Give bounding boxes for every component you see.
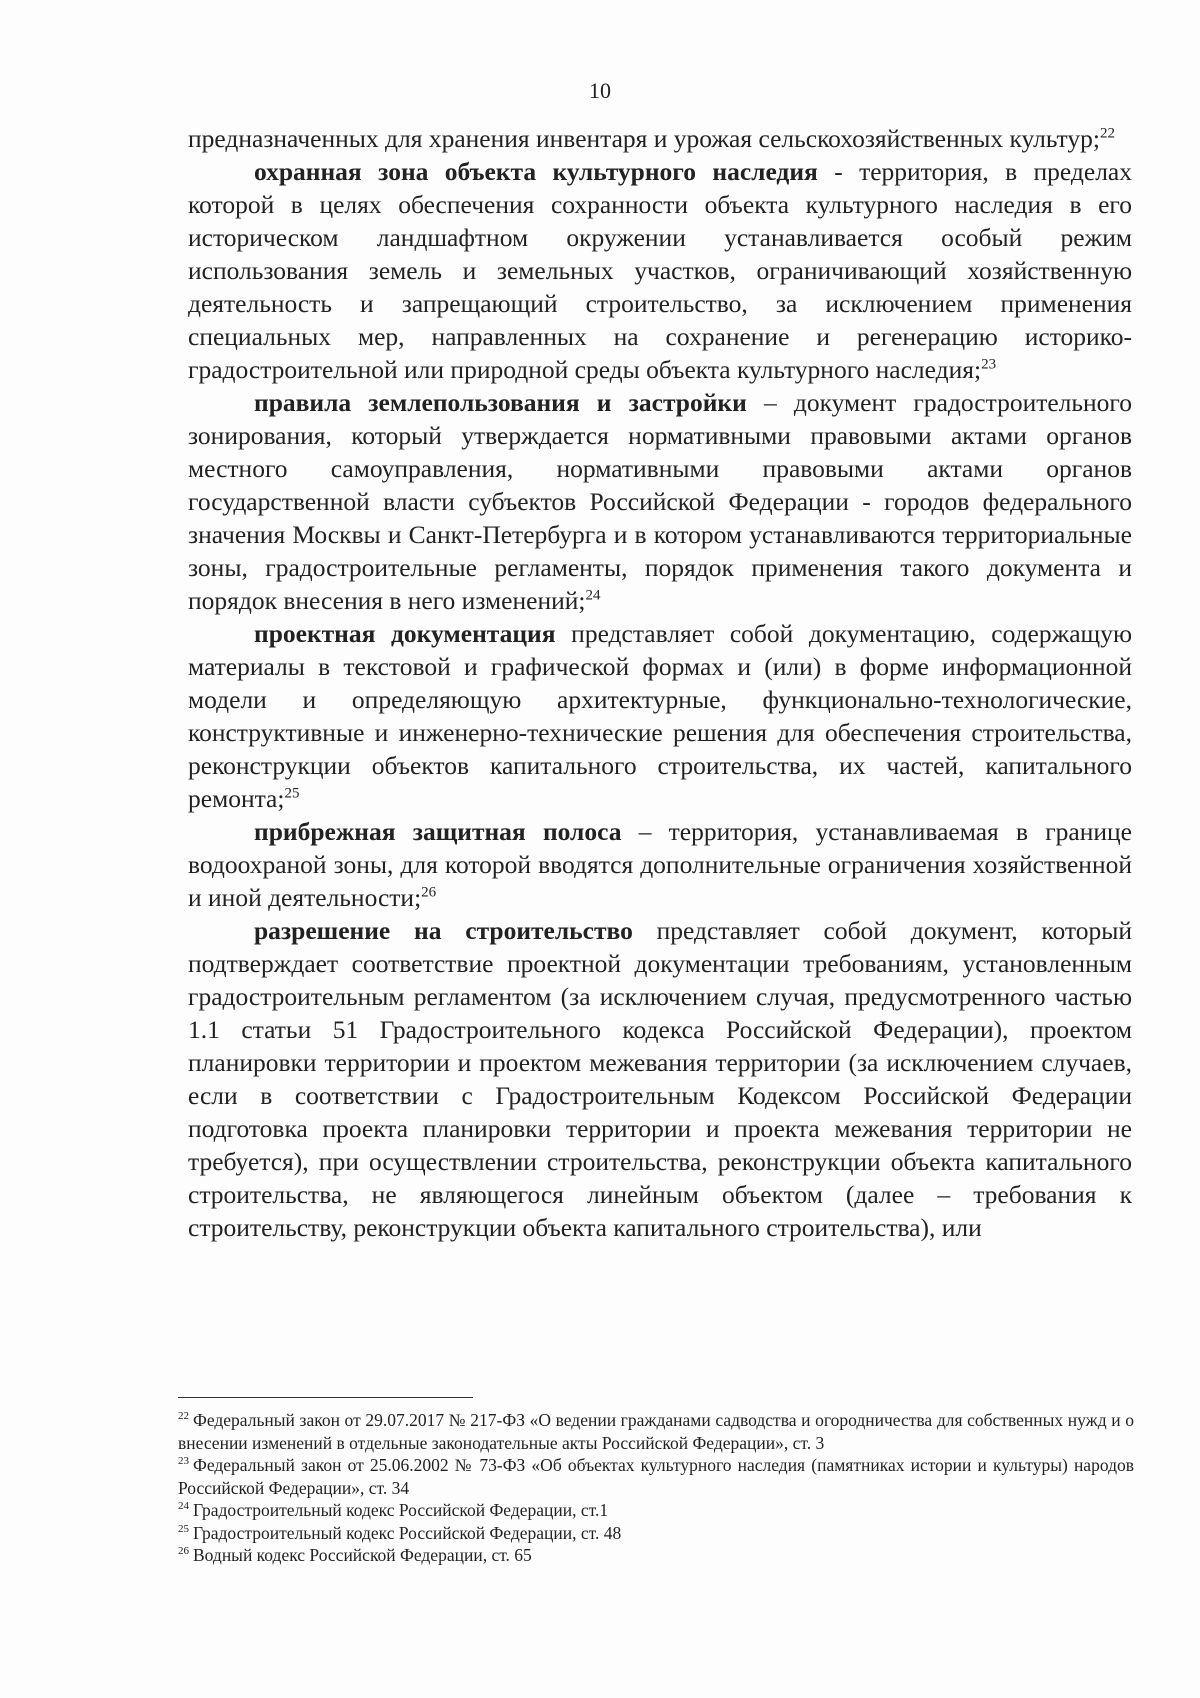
definition-term: охранная зона объекта культурного наследия: [254, 157, 818, 186]
definition-paragraph: [188, 155, 1132, 386]
definition-text: – документ градостроительного зонирования, который утверждается нормативными правовыми актами органов местного самоуправления, нормативными правовыми актами органов государственной власти субъектов Российской Федерации - городов федерального значения Москвы и Санкт-Петербурга и в котором устанавливаются территориальные зоны, градостроительные регламенты, порядок применения такого документа и порядок внесения в него изменений;: [188, 388, 1132, 615]
body-text: [188, 122, 1132, 1244]
continuation-paragraph: [188, 122, 1132, 155]
footnote: [178, 1409, 1134, 1454]
footnote-separator: [178, 1397, 473, 1398]
footnote-number: 25: [178, 1522, 189, 1535]
footnote-number: 26: [178, 1545, 189, 1558]
footnote-text: Федеральный закон от 25.06.2002 № 73-ФЗ «Об объектах культурного наследия (памятниках истории и культуры) народов Российской Федерации», ст. 34: [178, 1455, 1134, 1498]
definition-term: прибрежная защитная полоса: [254, 817, 622, 846]
paragraph-text: предназначенных для хранения инвентаря и урожая сельскохозяйственных культур;: [188, 124, 1100, 153]
footnote: [178, 1544, 1134, 1567]
footnote-text: Градостроительный кодекс Российской Федерации, ст.1: [193, 1500, 609, 1520]
footnote-text: Федеральный закон от 29.07.2017 № 217-ФЗ «О ведении гражданами садводства и огородничества для собственных нужд и о внесении изменений в отдельные законодательные акты Российской Федерации», ст. 3: [178, 1410, 1134, 1453]
footnote-ref: 22: [1099, 125, 1115, 142]
definition-text: - территория, в пределах которой в целях обеспечения сохранности объекта культурного наследия в его историческом ландшафтном окружении устанавливается особый режим использования земель и земельных участков, ограничивающий хозяйственную деятельность и запрещающий строительство, за исключением применения специальных мер, направленных на сохранение и регенерацию историко-градостроительной или природной среды объекта культурного наследия;: [188, 157, 1132, 384]
footnotes: [178, 1409, 1134, 1567]
definition-term: правила землепользования и застройки: [254, 388, 747, 417]
footnote-text: Градостроительный кодекс Российской Федерации, ст. 48: [193, 1522, 622, 1543]
definition-paragraph: [188, 386, 1132, 617]
page-number: 10: [589, 78, 611, 103]
footnote-text: Водный кодекс Российской Федерации, ст. 65: [193, 1545, 532, 1565]
definition-text: представляет собой документацию, содержащую материалы в текстовой и графической формах и (или) в форме информационной модели и определяющую архитектурные, функционально-технологические, конструктивные и инженерно-технические решения для обеспечения строительства, реконструкции объектов капитального строительства, их частей, капитального ремонта;: [188, 619, 1132, 813]
footnote-number: 24: [178, 1500, 189, 1513]
footnote-ref: 24: [585, 587, 601, 604]
footnote: [178, 1499, 1134, 1522]
definition-text: – территория, устанавливаемая в границе водоохраной зоны, для которой вводятся дополнительные ограничения хозяйственной и иной деятельности;: [188, 817, 1132, 912]
footnote-ref: 25: [284, 785, 300, 802]
footnote-number: 22: [178, 1410, 189, 1423]
definition-text: представляет собой документ, который подтверждает соответствие проектной документации требованиям, установленным градостроительным регламентом (за исключением случая, предусмотренного частью 1.1 статьи 51 Градостроительного кодекса Российской Федерации), проектом планировки территории и проектом межевания территории (за исключением случаев, если в соответствии с Градостроительным Кодексом Российской Федерации подготовка проекта планировки территории и проекта межевания территории не требуется), при осуществлении строительства, реконструкции объекта капитального строительства, не являющегося линейным объектом (далее – требования к строительству, реконструкции объекта капитального строительства), или: [188, 916, 1132, 1242]
footnote: [178, 1522, 1134, 1545]
footnote-number: 23: [178, 1455, 189, 1468]
definition-term: разрешение на строительство: [254, 916, 633, 945]
definition-paragraph: [188, 815, 1132, 914]
definition-paragraph: [188, 914, 1132, 1244]
footnote-ref: 26: [421, 884, 437, 901]
definition-paragraph: [188, 617, 1132, 815]
definition-term: проектная документация: [254, 619, 556, 648]
footnote: [178, 1454, 1134, 1499]
footnote-ref: 23: [981, 356, 997, 373]
